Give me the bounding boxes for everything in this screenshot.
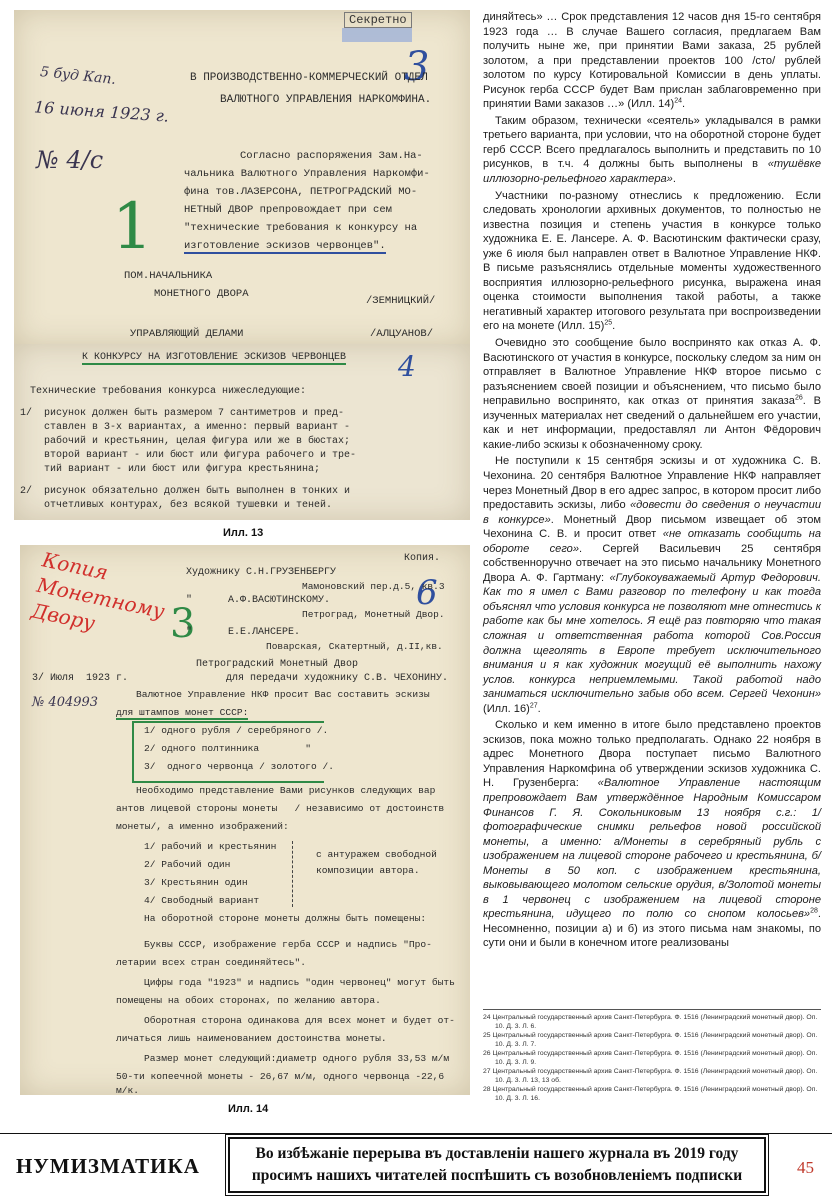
magazine-title: НУМИЗМАТИКА — [16, 1154, 200, 1178]
footnote: 28 Центральный государственный архив Санкт-Петербурга. Ф. 1516 (Ленинградский монетный двор). Оп. 10. Д. 3. Л. 16. — [483, 1086, 818, 1102]
letter-line: 1/ одного рубля / серебряного /. — [144, 725, 329, 736]
brace — [286, 841, 293, 907]
paragraph: диняйтесь» … Срок представления 12 часов дня 15-го сентября 1923 года … В случае Вашего согласия, предлагаем Вам получить ныне же, при принятии Вами заказа, 25 рублей золотом, а при представлении проектов 100 /сто/ рублей золотом по курсу Котировальной Комиссии в день уплаты. Рисунок герба СССР будет Вам прислан заблаговременно при принятии Вами заказов …» (Илл. 14)$^{24}$. — [483, 11, 821, 111]
footnote: 25 Центральный государственный архив Санкт-Петербурга. Ф. 1516 (Ленинградский монетный двор). Оп. 10. Д. 3. Л. 7. — [483, 1032, 818, 1048]
handwritten-date: 5 буд Кап. — [39, 64, 117, 88]
letter-line: монеты/, а именно изображений: — [116, 821, 289, 832]
addressee-line: ВАЛЮТНОГО УПРАВЛЕНИЯ НАРКОМФИНА. — [220, 94, 432, 106]
address-line: для передачи художнику С.В. ЧЕХОНИНУ. — [226, 673, 449, 684]
insert-line: ставлен в 3-х вариантах, а именно: первый вариант - — [20, 422, 351, 433]
letter-line: Размер монет следующий:диаметр одного рубля 33,53 м/м — [144, 1053, 450, 1064]
address-line: " Е.Е.ЛАНСЕРЕ. — [186, 627, 301, 638]
paragraph: Таким образом, технически «сеятель» укладывался в рамки третьего варианта, при условии, что на оборотной стороне будет герб СССР. Всего предлагалось выполнить и представить по 10 рисунков, в т.ч. 4 должны быть выполнены в «тушёвке иллюзорно-рельефного характера». — [483, 114, 821, 186]
letter-line: Буквы СССР, изображение герба СССР и надпись "Про- — [144, 939, 432, 950]
footnote: 27 Центральный государственный архив Санкт-Петербурга. Ф. 1516 (Ленинградский монетный двор). Оп. 10. Д. 3. Л. 13, 13 об. — [483, 1068, 818, 1084]
letter-line: Валютное Управление НКФ просит Вас составить эскизы — [136, 689, 430, 700]
letter-line: 50-ти копеечной монеты - 26,67 м/м, одного червонца -22,6 — [116, 1071, 445, 1082]
signature-name: /АЛЦУАНОВ/ — [370, 328, 434, 340]
letter-line: с антуражем свободной — [316, 849, 437, 860]
figure-caption: Илл. 14 — [228, 1103, 269, 1115]
letter-line: Цифры года "1923" и надпись "один червонец" могут быть — [144, 977, 455, 988]
letter-line: 3/ Крестьянин один — [144, 877, 248, 888]
footer-divider — [0, 1133, 832, 1134]
insert-line: второй вариант - или бюст или фигура рабочего и тре- — [20, 450, 357, 461]
footnotes — [483, 1013, 821, 1103]
body-line: изготовление эскизов червонцев". — [184, 240, 386, 252]
letter-line: 4/ Свободный вариант — [144, 895, 260, 906]
handwritten-date: 16 июня 1923 г. — [33, 97, 170, 126]
handwritten-number: 1 — [112, 190, 153, 264]
insert-line: 1/ рисунок должен быть размером 7 сантиметров и пред- — [20, 408, 345, 419]
footnote-divider — [483, 1009, 821, 1010]
document-scan-13-insert — [14, 344, 470, 520]
stamp-mark — [342, 28, 412, 42]
document-scan-13 — [14, 10, 470, 346]
letter-line: личаться лишь наименованием достоинства монеты. — [116, 1033, 387, 1044]
letter-line: для штампов монет СССР: — [116, 707, 249, 718]
signature-title: ПОМ.НАЧАЛЬНИКА — [124, 270, 213, 282]
letter-line: 2/ Рабочий один — [144, 859, 231, 870]
body-line: чальника Валютного Управления Наркомфи- — [184, 168, 430, 180]
copy-label: Копия. — [404, 553, 441, 564]
insert-line: Технические требования конкурса нижеследующие: — [30, 386, 307, 397]
insert-line: тий вариант - или бюст или фигура крестьянина; — [20, 464, 321, 475]
address-line: Петроградский Монетный Двор — [196, 659, 359, 670]
insert-line: 2/ рисунок обязательно должен быть выполнен в тонких и — [20, 486, 351, 497]
paragraph: Сколько и кем именно в итоге было представлено проектов эскизов, пока можно только предполагать. Однако 22 ноября в адрес Монетного Двора поступает письмо Валютного Управления Наркомфина об утверждении эскизов художника С. Н. Грузенберга: «Валютное Управление настоящим препровождает Вам утверждённое Народным Комиссаром Финансов Г. Я. Сокольниковым 13 ноября с.г.: 1/фотографические снимки рельефов новой российской монеты, а именно: а/Монеты в серебряный рубль с изображением на лицевой стороне рабочего и крестьянина, б/Монеты в 50 коп. с изображением крестьянина, выковывающего молотом сельские орудия, в/Золотой монеты в 1 червонец с изображением на лицевой стороне крестьянина, идущего по полю со снопом колосьев»$^{28}$. Несомненно, позиции а) и б) из этого письма нам знакомы, по сути они и были в конечном итоге реализованы — [483, 719, 821, 950]
letter-line: Оборотная сторона одинакова для всех монет и будет от- — [144, 1015, 455, 1026]
body-line: НЕТНЫЙ ДВОР препровождает при сем — [184, 204, 392, 216]
footnote: 26 Центральный государственный архив Санкт-Петербурга. Ф. 1516 (Ленинградский монетный двор). Оп. 10. Д. 3. Л. 9. — [483, 1050, 818, 1066]
address-line: Поварская, Скатертный, д.II,кв. — [266, 641, 443, 652]
insert-title: К КОНКУРСУ НА ИЗГОТОВЛЕНИЕ ЭСКИЗОВ ЧЕРВОНЦЕВ — [82, 352, 347, 363]
addressee-line: В ПРОИЗВОДСТВЕННО-КОММЕРЧЕСКИЙ ОТДЕЛ — [190, 72, 428, 84]
article-column — [483, 10, 821, 951]
letter-line: Необходимо представление Вами рисунков следующих вар — [136, 785, 436, 796]
handwritten-number: 3 — [170, 601, 196, 647]
paragraph: Участники по-разному отнеслись к предложению. Если следовать хронологии архивных документов, то полностью не известна позиция и степень участия в конкурсе только художника Е. Е. Лансере. А. Ф. Васютинским фактически сразу, уже 6 июля был направлен ответ в Валютное Управление НКФ. В письме разъяснялись отдельные моменты художественного восприятия иллюзорно-рельефного рисунка, выражена иная оценка стоимости выполнения такой работы, а также негативный характер итогового результата при воспроизведении его на монете (Илл. 15)$^{25}$. — [483, 189, 821, 333]
letter-number: № 404993 — [32, 695, 99, 710]
letter-line: композиции автора. — [316, 865, 420, 876]
handwritten-number: 6 — [416, 573, 438, 613]
letter-line: 1/ рабочий и крестьянин — [144, 841, 277, 852]
body-line: фина тов.ЛАЗЕРСОНА, ПЕТРОГРАДСКИЙ МО- — [184, 186, 418, 198]
signature-name: /ЗЕМНИЦКИЙ/ — [366, 295, 436, 307]
handwritten-number: 3 — [404, 44, 430, 90]
letter-line: 3/ одного червонца / золотого /. — [144, 761, 334, 772]
insert-line: рабочий и крестьянин, целая фигура или же в бюстах; — [20, 436, 351, 447]
address-line: Художнику С.Н.ГРУЗЕНБЕРГУ — [186, 567, 337, 578]
letter-line: летарии всех стран соединяйтесь". — [116, 957, 306, 968]
notice-line: просимъ нашихъ читателей поспѣшить съ возобновленiемъ подписки — [251, 1167, 743, 1184]
handwritten-note: Копия Монетному Двору — [29, 547, 167, 636]
handwritten-number: 4 — [398, 350, 416, 383]
signature-title: МОНЕТНОГО ДВОРА — [154, 288, 249, 300]
letter-line: м/к. — [116, 1085, 140, 1095]
letter-date: 3/ Июля 1923 г. — [32, 673, 129, 684]
figure-caption: Илл. 13 — [223, 527, 264, 539]
document-scan-14 — [20, 545, 470, 1095]
letter-line: помещены на обоих сторонах, по желанию автора. — [116, 995, 381, 1006]
paragraph: Очевидно это сообщение было воспринято как отказ А. Ф. Васютинского от участия в конкурсе, поскольку следом за ним он отправляет в Валютное Управление НКФ второе письмо с разъяснением своей позиции и объяснением, что письмо было неправильно воспринято, как отказ от принятия заказа$^{26}$. В изученных материалах нет сведений о дальнейшем его участии, как и нет информации, предоставлял ли Антон Фёдорович какие-либо эскизы к обозначенному сроку. — [483, 337, 822, 451]
subscription-notice — [228, 1137, 766, 1193]
signature-title: УПРАВЛЯЮЩИЙ ДЕЛАМИ — [130, 328, 244, 340]
letter-line: антов лицевой стороны монеты / независимо от достоинств — [116, 803, 445, 814]
stamp: Секретно — [344, 12, 412, 28]
address-line: " А.Ф.ВАСЮТИНСКОМУ. — [186, 595, 331, 606]
insert-line: отчетливых контурах, без всякой тушевки и теней. — [20, 500, 333, 511]
address-line: Мамоновский пер.д.5, кв.3 — [302, 581, 445, 592]
handwritten-ref: № 4/с — [36, 146, 104, 174]
address-line: Петроград, Монетный Двор. — [302, 609, 445, 620]
paragraph: Не поступили к 15 сентября эскизы и от художника С. В. Чехонина. 20 сентября Валютное Управление НКФ направляет через Монетный Двор в его адрес запрос, в котором просит либо предоставить эскизы, либо «довести до сведения о неучастии в конкурсе». Монетный Двор письмом извещает об этом Чехонина С. В. и просит ответ «не отказать сообщить на обороте сего». Сергей Васильевич 25 сентября собственноручно отвечает на это письмо начальнику Монетного Двора А. Ф. Гартману: «Глубокоуважаемый Артур Федорович. Как то я имел с Вами разговор по телефону и как тогда объяснял что условия конкурса не позволяют мне отнестись к работе как бы мне хотелось. Я ещё раз повторяю что такая сложная и ответственная работа которой Сов.Россия должна щеголять в Европе требует исключительного внимания и я как художник могущий её выполнить нахожу услов. конкурса неприемлемыми. Такой работой надо заниматься исключительно забыв обо всем. Сергей Чехонин» (Илл. 16)$^{27}$. — [483, 455, 822, 715]
letter-line: 2/ одного полтинника " — [144, 743, 311, 754]
body-line: "технические требования к конкурсу на — [184, 222, 418, 234]
notice-line: Во избѣжанiе перерыва въ доставленiи нашего журнала въ 2019 году — [255, 1145, 739, 1162]
letter-line: На оборотной стороне монеты должны быть помещены: — [144, 913, 427, 924]
footnote: 24 Центральный государственный архив Санкт-Петербурга. Ф. 1516 (Ленинградский монетный двор). Оп. 10. Д. 3. Л. 6. — [483, 1014, 818, 1030]
page-number: 45 — [797, 1158, 814, 1177]
body-line: Согласно распоряжения Зам.На- — [240, 150, 423, 162]
